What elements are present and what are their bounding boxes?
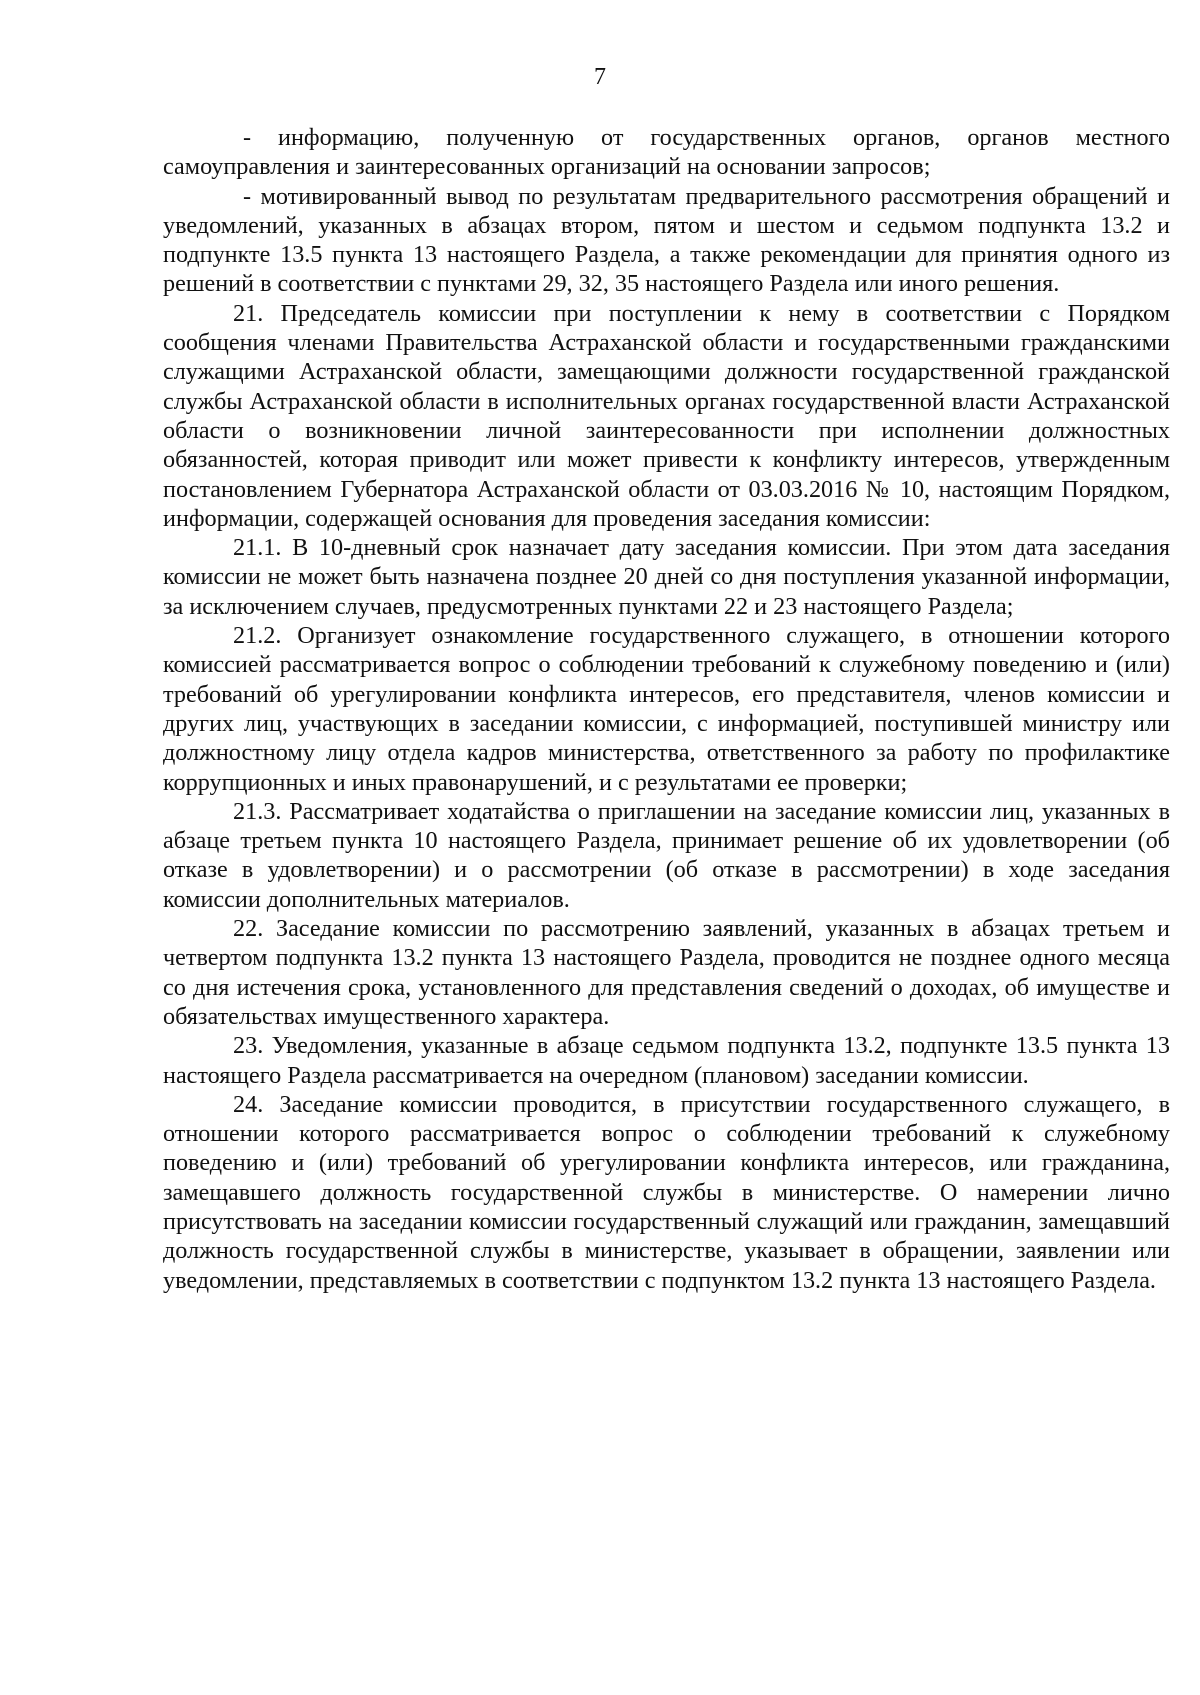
document-body [163,123,1170,1295]
paragraph-22: 22. Заседание комиссии по рассмотрению заявлений, указанных в абзацах третьем и четвертом подпункта 13.2 пункта 13 настоящего Раздела, проводится не позднее одного месяца со дня истечения срока, установленного для представления сведений о доходах, об имуществе и обязательствах имущественного характера. [163,915,1170,1030]
page-number: 7 [594,64,606,90]
paragraph-21-2: 21.2. Организует ознакомление государственного служащего, в отношении которого комиссией рассматривается вопрос о соблюдении требований к служебному поведению и (или) требований об урегулировании конфликта интересов, его представителя, членов комиссии и других лиц, участвующих в заседании комиссии, с информацией, поступившей министру или должностному лицу отдела кадров министерства, ответственного за работу по профилактике коррупционных и иных правонарушений, и с результатами ее проверки; [163,622,1170,796]
paragraph-21-1: 21.1. В 10-дневный срок назначает дату заседания комиссии. При этом дата заседания комиссии не может быть назначена позднее 20 дней со дня поступления указанной информации, за исключением случаев, предусмотренных пунктами 22 и 23 настоящего Раздела; [163,534,1170,620]
paragraph-21-3: 21.3. Рассматривает ходатайства о приглашении на заседание комиссии лиц, указанных в абзаце третьем пункта 10 настоящего Раздела, принимает решение об их удовлетворении (об отказе в удовлетворении) и о рассмотрении (об отказе в рассмотрении) в ходе заседания комиссии дополнительных материалов. [163,797,1170,913]
paragraph-info-from-agencies: - информацию, полученную от государственных органов, органов местного самоуправления и заинтересованных организаций на основании запросов; [163,124,1170,181]
paragraph-23: 23. Уведомления, указанные в абзаце седьмом подпункта 13.2, подпункте 13.5 пункта 13 настоящего Раздела рассматривается на очередном (плановом) заседании комиссии. [163,1032,1170,1089]
paragraph-24: 24. Заседание комиссии проводится, в присутствии государственного служащего, в отношении которого рассматривается вопрос о соблюдении требований к служебному поведению и (или) требований об урегулировании конфликта интересов, или гражданина, замещавшего должность государственной службы в министерстве. О намерении лично присутствовать на заседании комиссии государственный служащий или гражданин, замещавший должность государственной службы в министерстве, указывает в обращении, заявлении или уведомлении, представляемых в соответствии с подпунктом 13.2 пункта 13 настоящего Раздела. [163,1090,1170,1294]
paragraph-21: 21. Председатель комиссии при поступлении к нему в соответствии с Порядком сообщения членами Правительства Астраханской области и государственными гражданскими служащими Астраханской области, замещающими должности государственной гражданской службы Астраханской области в исполнительных органах государственной власти Астраханской области о возникновении личной заинтересованности при исполнении должностных обязанностей, которая приводит или может привести к конфликту интересов, утвержденным постановлением Губернатора Астраханской области от 03.03.2016 № 10, настоящим Порядком, информации, содержащей основания для проведения заседания комиссии: [163,299,1170,532]
paragraph-motivated-conclusion: - мотивированный вывод по результатам предварительного рассмотрения обращений и уведомлений, указанных в абзацах втором, пятом и шестом и седьмом подпункта 13.2 и подпункте 13.5 пункта 13 настоящего Раздела, а также рекомендации для принятия одного из решений в соответствии с пунктами 29, 32, 35 настоящего Раздела или иного решения. [163,182,1170,298]
